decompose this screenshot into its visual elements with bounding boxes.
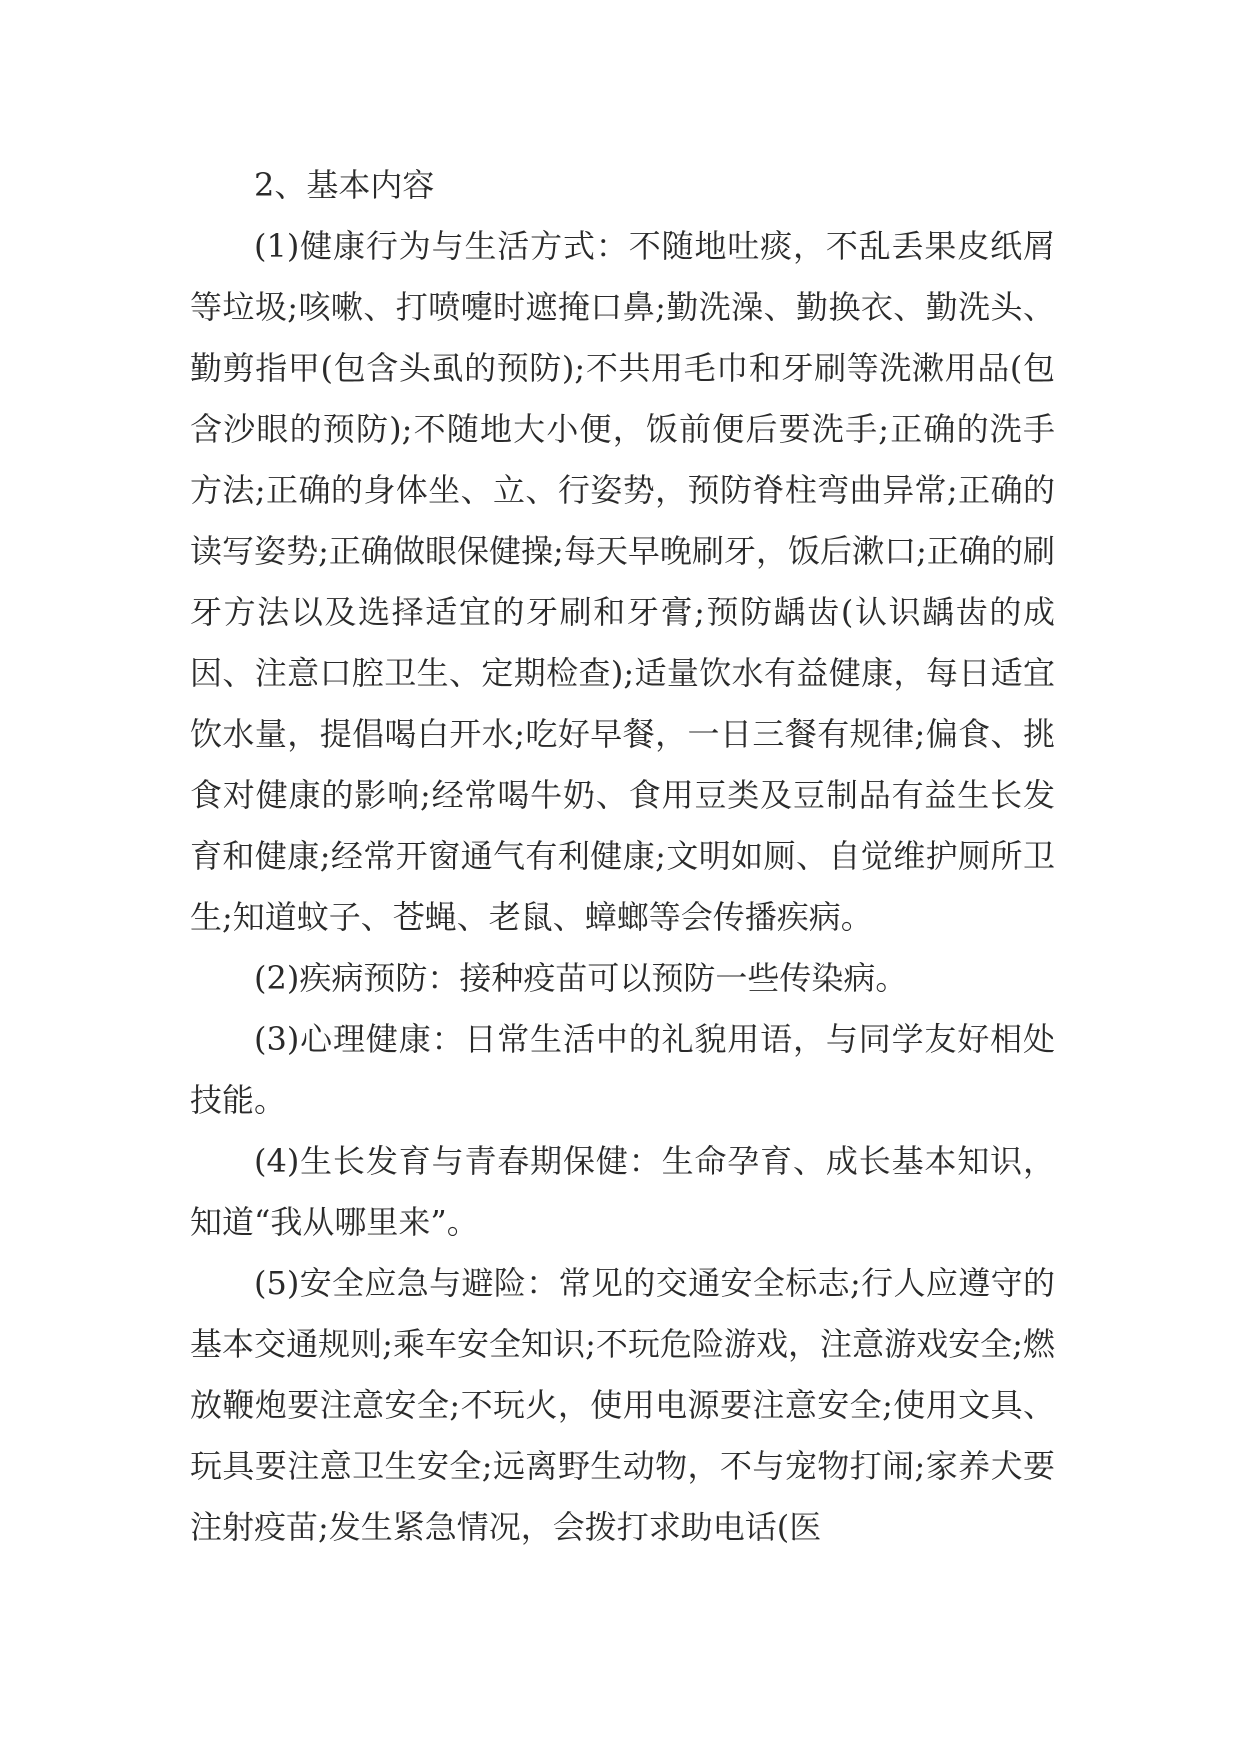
- section-heading: 2、基本内容: [254, 166, 435, 204]
- paragraph-safety-emergency: (5)安全应急与避险：常见的交通安全标志;行人应遵守的基本交通规则;乘车安全知识;不玩危险游戏，注意游戏安全;燃放鞭炮要注意安全;不玩火，使用电源要注意安全;使用文具、玩具要注意卫生安全;远离野生动物，不与宠物打闹;家养犬要注射疫苗;发生紧急情况，会拨打求助电话(医: [190, 1264, 1055, 1546]
- paragraph-disease-prevention: (2)疾病预防：接种疫苗可以预防一些传染病。: [254, 959, 908, 997]
- document-page: [190, 155, 1055, 1558]
- paragraph-mental-health: (3)心理健康：日常生活中的礼貌用语，与同学友好相处技能。: [190, 1020, 1055, 1119]
- paragraph-health-behavior: (1)健康行为与生活方式：不随地吐痰，不乱丢果皮纸屑等垃圾;咳嗽、打喷嚏时遮掩口鼻;勤洗澡、勤换衣、勤洗头、勤剪指甲(包含头虱的预防);不共用毛巾和牙刷等洗漱用品(包含沙眼的预防);不随地大小便，饭前便后要洗手;正确的洗手方法;正确的身体坐、立、行姿势，预防脊柱弯曲异常;正确的读写姿势;正确做眼保健操;每天早晚刷牙，饭后漱口;正确的刷牙方法以及选择适宜的牙刷和牙膏;预防龋齿(认识龋齿的成因、注意口腔卫生、定期检查);适量饮水有益健康，每日适宜饮水量，提倡喝白开水;吃好早餐，一日三餐有规律;偏食、挑食对健康的影响;经常喝牛奶、食用豆类及豆制品有益生长发育和健康;经常开窗通气有利健康;文明如厕、自觉维护厕所卫生;知道蚊子、苍蝇、老鼠、蟑螂等会传播疾病。: [190, 227, 1055, 936]
- paragraph-growth-development: (4)生长发育与青春期保健：生命孕育、成长基本知识，知道“我从哪里来”。: [190, 1142, 1055, 1241]
